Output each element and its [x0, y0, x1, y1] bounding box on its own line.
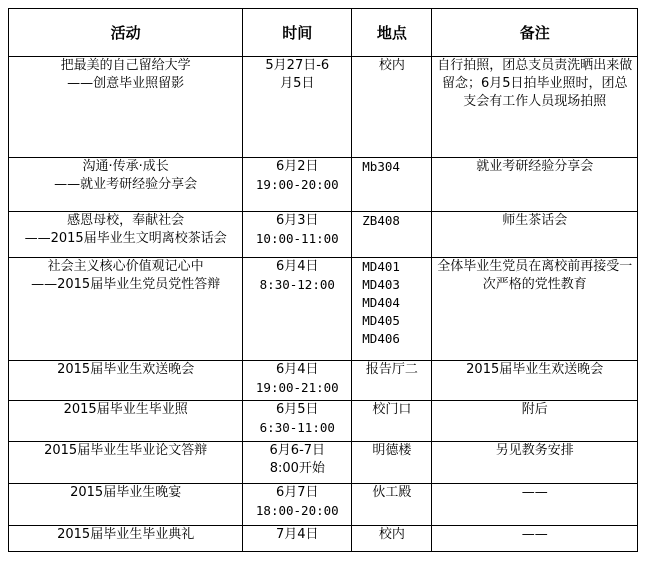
activity-cell [9, 212, 243, 258]
place-value: 明德楼 [372, 443, 412, 458]
notes-value: —— [521, 485, 548, 500]
place-cell [352, 484, 432, 526]
activity-title: 把最美的自己留给大学 [60, 58, 191, 73]
table-body [9, 57, 638, 552]
activity-cell [9, 484, 243, 526]
activity-cell [9, 526, 243, 552]
place-value: MD405 [362, 313, 400, 328]
table-row [9, 442, 638, 484]
activity-title: 2015届毕业生毕业照 [63, 402, 188, 417]
time-cell [243, 484, 352, 526]
time-cell [243, 158, 352, 212]
place-cell [352, 258, 432, 361]
place-value: 校内 [378, 58, 405, 73]
place-value: 伙工殿 [372, 485, 412, 500]
activity-cell [9, 57, 243, 158]
time-date: 6月3日 [276, 213, 319, 228]
time-date: 7月4日 [276, 527, 319, 542]
notes-cell [432, 158, 638, 212]
activity-title: 2015届毕业生毕业论文答辩 [44, 443, 208, 458]
activity-title: 2015届毕业生欢送晚会 [57, 362, 195, 377]
time-date: 6月6-7日 [269, 443, 326, 458]
table-row [9, 212, 638, 258]
activity-title: 感恩母校，奉献社会 [67, 213, 185, 228]
activity-cell [9, 401, 243, 442]
table-row [9, 526, 638, 552]
time-range: 8:00开始 [269, 461, 325, 476]
header-notes: 备注 [432, 9, 638, 57]
table-row [9, 361, 638, 401]
table-row [9, 401, 638, 442]
place-value: Mb304 [362, 159, 400, 174]
notes-value: 全体毕业生党员在离校前再接受一次严格的党性教育 [437, 259, 633, 292]
activity-subtitle: ——就业考研经验分享会 [54, 177, 198, 192]
place-value: 校门口 [372, 402, 412, 417]
notes-cell [432, 401, 638, 442]
activity-subtitle: ——2015届毕业生党员党性答辩 [31, 277, 221, 292]
activity-cell [9, 361, 243, 401]
header-activity: 活动 [9, 9, 243, 57]
schedule-table [8, 8, 638, 552]
table-row [9, 57, 638, 158]
notes-value: 另见教务安排 [495, 443, 574, 458]
activity-cell [9, 158, 243, 212]
notes-cell [432, 526, 638, 552]
time-range: 19:00-21:00 [255, 380, 339, 395]
notes-cell [432, 212, 638, 258]
time-cell [243, 401, 352, 442]
time-range: 10:00-11:00 [255, 231, 339, 246]
notes-value: 就业考研经验分享会 [476, 159, 594, 174]
time-date: 6月7日 [276, 485, 319, 500]
time-date: 6月4日 [276, 259, 319, 274]
time-date-cont: 月5日 [280, 76, 315, 91]
activity-title: 社会主义核心价值观记心中 [47, 259, 204, 274]
place-cell [352, 526, 432, 552]
place-value: MD401 [362, 259, 400, 274]
notes-cell [432, 361, 638, 401]
table-row [9, 484, 638, 526]
place-cell [352, 442, 432, 484]
notes-cell [432, 57, 638, 158]
place-cell [352, 361, 432, 401]
place-value: ZB408 [362, 213, 400, 228]
notes-value: 自行拍照，团总支员责洗晒出来做留念；6月5日拍毕业照时，团总支会有工作人员现场拍照 [437, 58, 633, 109]
activity-cell [9, 258, 243, 361]
time-cell [243, 361, 352, 401]
notes-value: —— [521, 527, 548, 542]
time-cell [243, 526, 352, 552]
time-range: 6:30-11:00 [259, 420, 335, 435]
activity-title: 沟通·传承·成长 [82, 159, 169, 174]
table-row [9, 158, 638, 212]
header-row [9, 9, 638, 57]
time-range: 8:30-12:00 [259, 277, 335, 292]
activity-subtitle: ——创意毕业照留影 [67, 76, 185, 91]
place-value: MD403 [362, 277, 400, 292]
header-time: 时间 [243, 9, 352, 57]
notes-cell [432, 442, 638, 484]
time-date: 6月5日 [276, 402, 319, 417]
time-date: 6月2日 [276, 159, 319, 174]
activity-title: 2015届毕业生晚宴 [70, 485, 182, 500]
notes-value: 师生茶话会 [502, 213, 568, 228]
activity-title: 2015届毕业生毕业典礼 [57, 527, 195, 542]
time-range: 19:00-20:00 [255, 177, 339, 192]
header-place: 地点 [352, 9, 432, 57]
notes-value: 2015届毕业生欢送晚会 [466, 362, 604, 377]
place-cell [352, 401, 432, 442]
notes-value: 附后 [521, 402, 548, 417]
time-cell [243, 212, 352, 258]
notes-cell [432, 258, 638, 361]
table-row [9, 258, 638, 361]
place-value: 校内 [378, 527, 405, 542]
place-cell [352, 212, 432, 258]
time-date: 5月27日-6 [265, 58, 330, 73]
time-cell [243, 57, 352, 158]
place-value: MD404 [362, 295, 400, 310]
time-cell [243, 258, 352, 361]
table-header [9, 9, 638, 57]
activity-cell [9, 442, 243, 484]
place-cell [352, 158, 432, 212]
time-date: 6月4日 [276, 362, 319, 377]
place-value: 报告厅二 [365, 362, 418, 377]
place-cell [352, 57, 432, 158]
activity-subtitle: ——2015届毕业生文明离校茶话会 [24, 231, 227, 246]
place-value: MD406 [362, 331, 400, 346]
time-range: 18:00-20:00 [255, 503, 339, 518]
notes-cell [432, 484, 638, 526]
time-cell [243, 442, 352, 484]
